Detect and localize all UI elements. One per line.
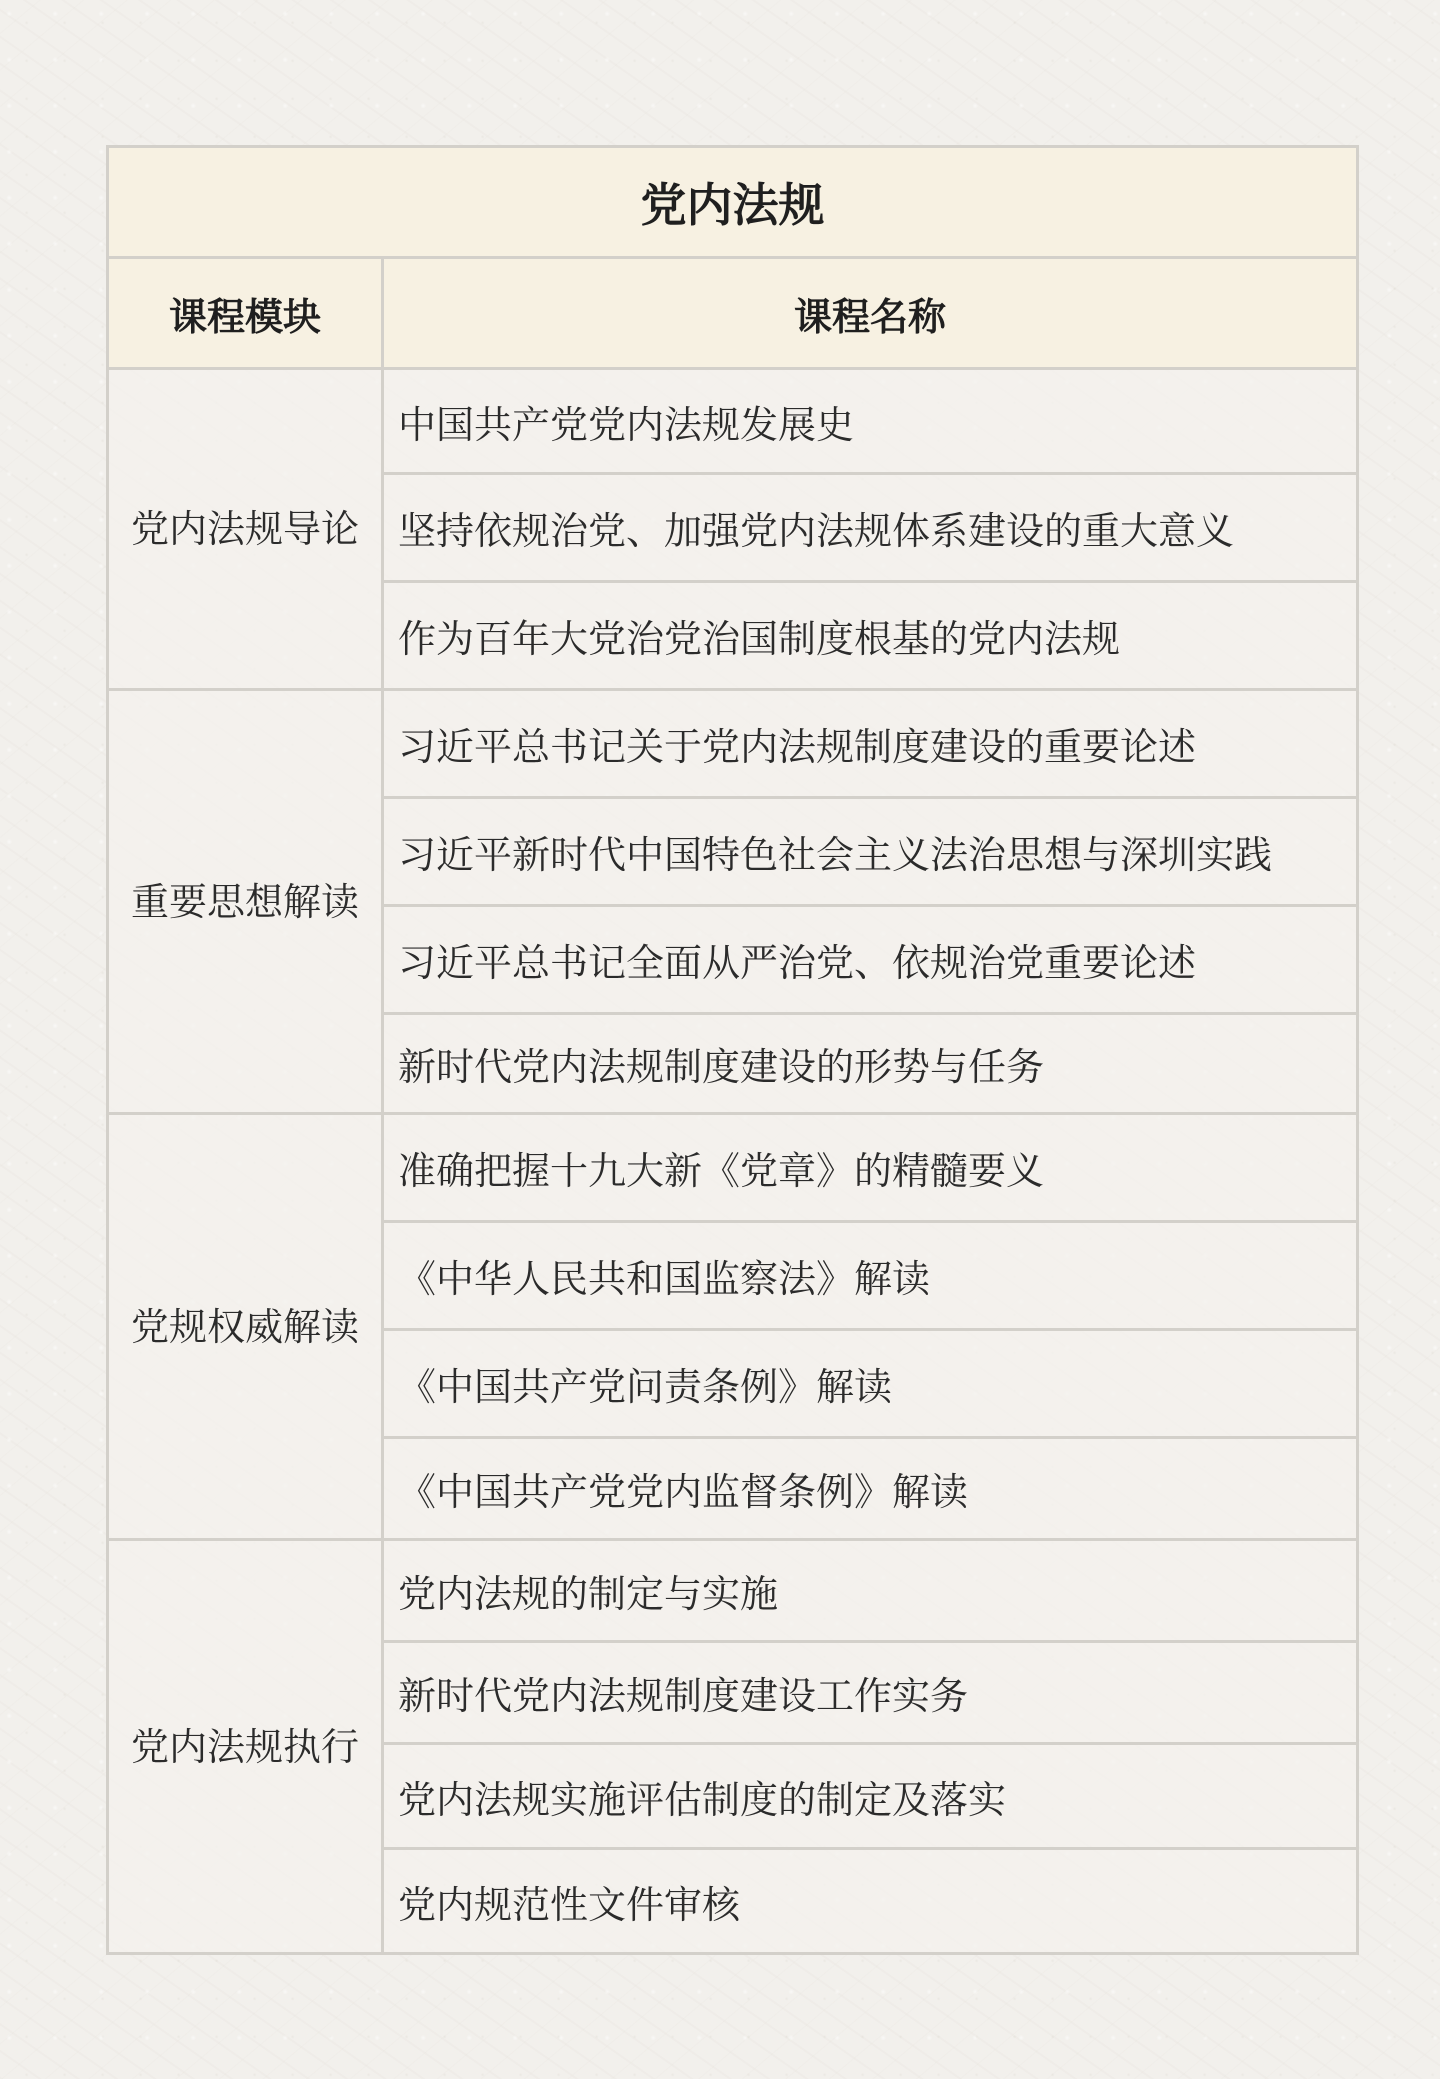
course-cell: 《中国共产党党内监督条例》解读 <box>383 1438 1358 1540</box>
module-cell: 党内法规导论 <box>108 369 383 690</box>
title-row <box>108 147 1358 258</box>
table-title: 党内法规 <box>108 147 1358 258</box>
header-row <box>108 258 1358 369</box>
course-cell: 党内规范性文件审核 <box>383 1849 1358 1954</box>
course-cell: 习近平新时代中国特色社会主义法治思想与深圳实践 <box>383 798 1358 906</box>
course-cell: 《中华人民共和国监察法》解读 <box>383 1222 1358 1330</box>
course-cell: 习近平总书记全面从严治党、依规治党重要论述 <box>383 906 1358 1014</box>
course-cell: 准确把握十九大新《党章》的精髓要义 <box>383 1114 1358 1222</box>
course-cell: 中国共产党党内法规发展史 <box>383 369 1358 474</box>
course-cell: 作为百年大党治党治国制度根基的党内法规 <box>383 582 1358 690</box>
course-cell: 坚持依规治党、加强党内法规体系建设的重大意义 <box>383 474 1358 582</box>
course-cell: 《中国共产党问责条例》解读 <box>383 1330 1358 1438</box>
course-cell: 新时代党内法规制度建设的形势与任务 <box>383 1014 1358 1114</box>
module-cell: 党规权威解读 <box>108 1114 383 1540</box>
table-row <box>108 1540 1358 1642</box>
table-row <box>108 369 1358 474</box>
module-cell: 重要思想解读 <box>108 690 383 1114</box>
table-row <box>108 1114 1358 1222</box>
header-course: 课程名称 <box>383 258 1358 369</box>
course-table-container <box>106 145 1356 1955</box>
module-cell: 党内法规执行 <box>108 1540 383 1954</box>
course-cell: 新时代党内法规制度建设工作实务 <box>383 1642 1358 1744</box>
course-cell: 习近平总书记关于党内法规制度建设的重要论述 <box>383 690 1358 798</box>
table-row <box>108 690 1358 798</box>
course-table <box>106 145 1359 1955</box>
header-module: 课程模块 <box>108 258 383 369</box>
course-cell: 党内法规实施评估制度的制定及落实 <box>383 1744 1358 1849</box>
course-cell: 党内法规的制定与实施 <box>383 1540 1358 1642</box>
